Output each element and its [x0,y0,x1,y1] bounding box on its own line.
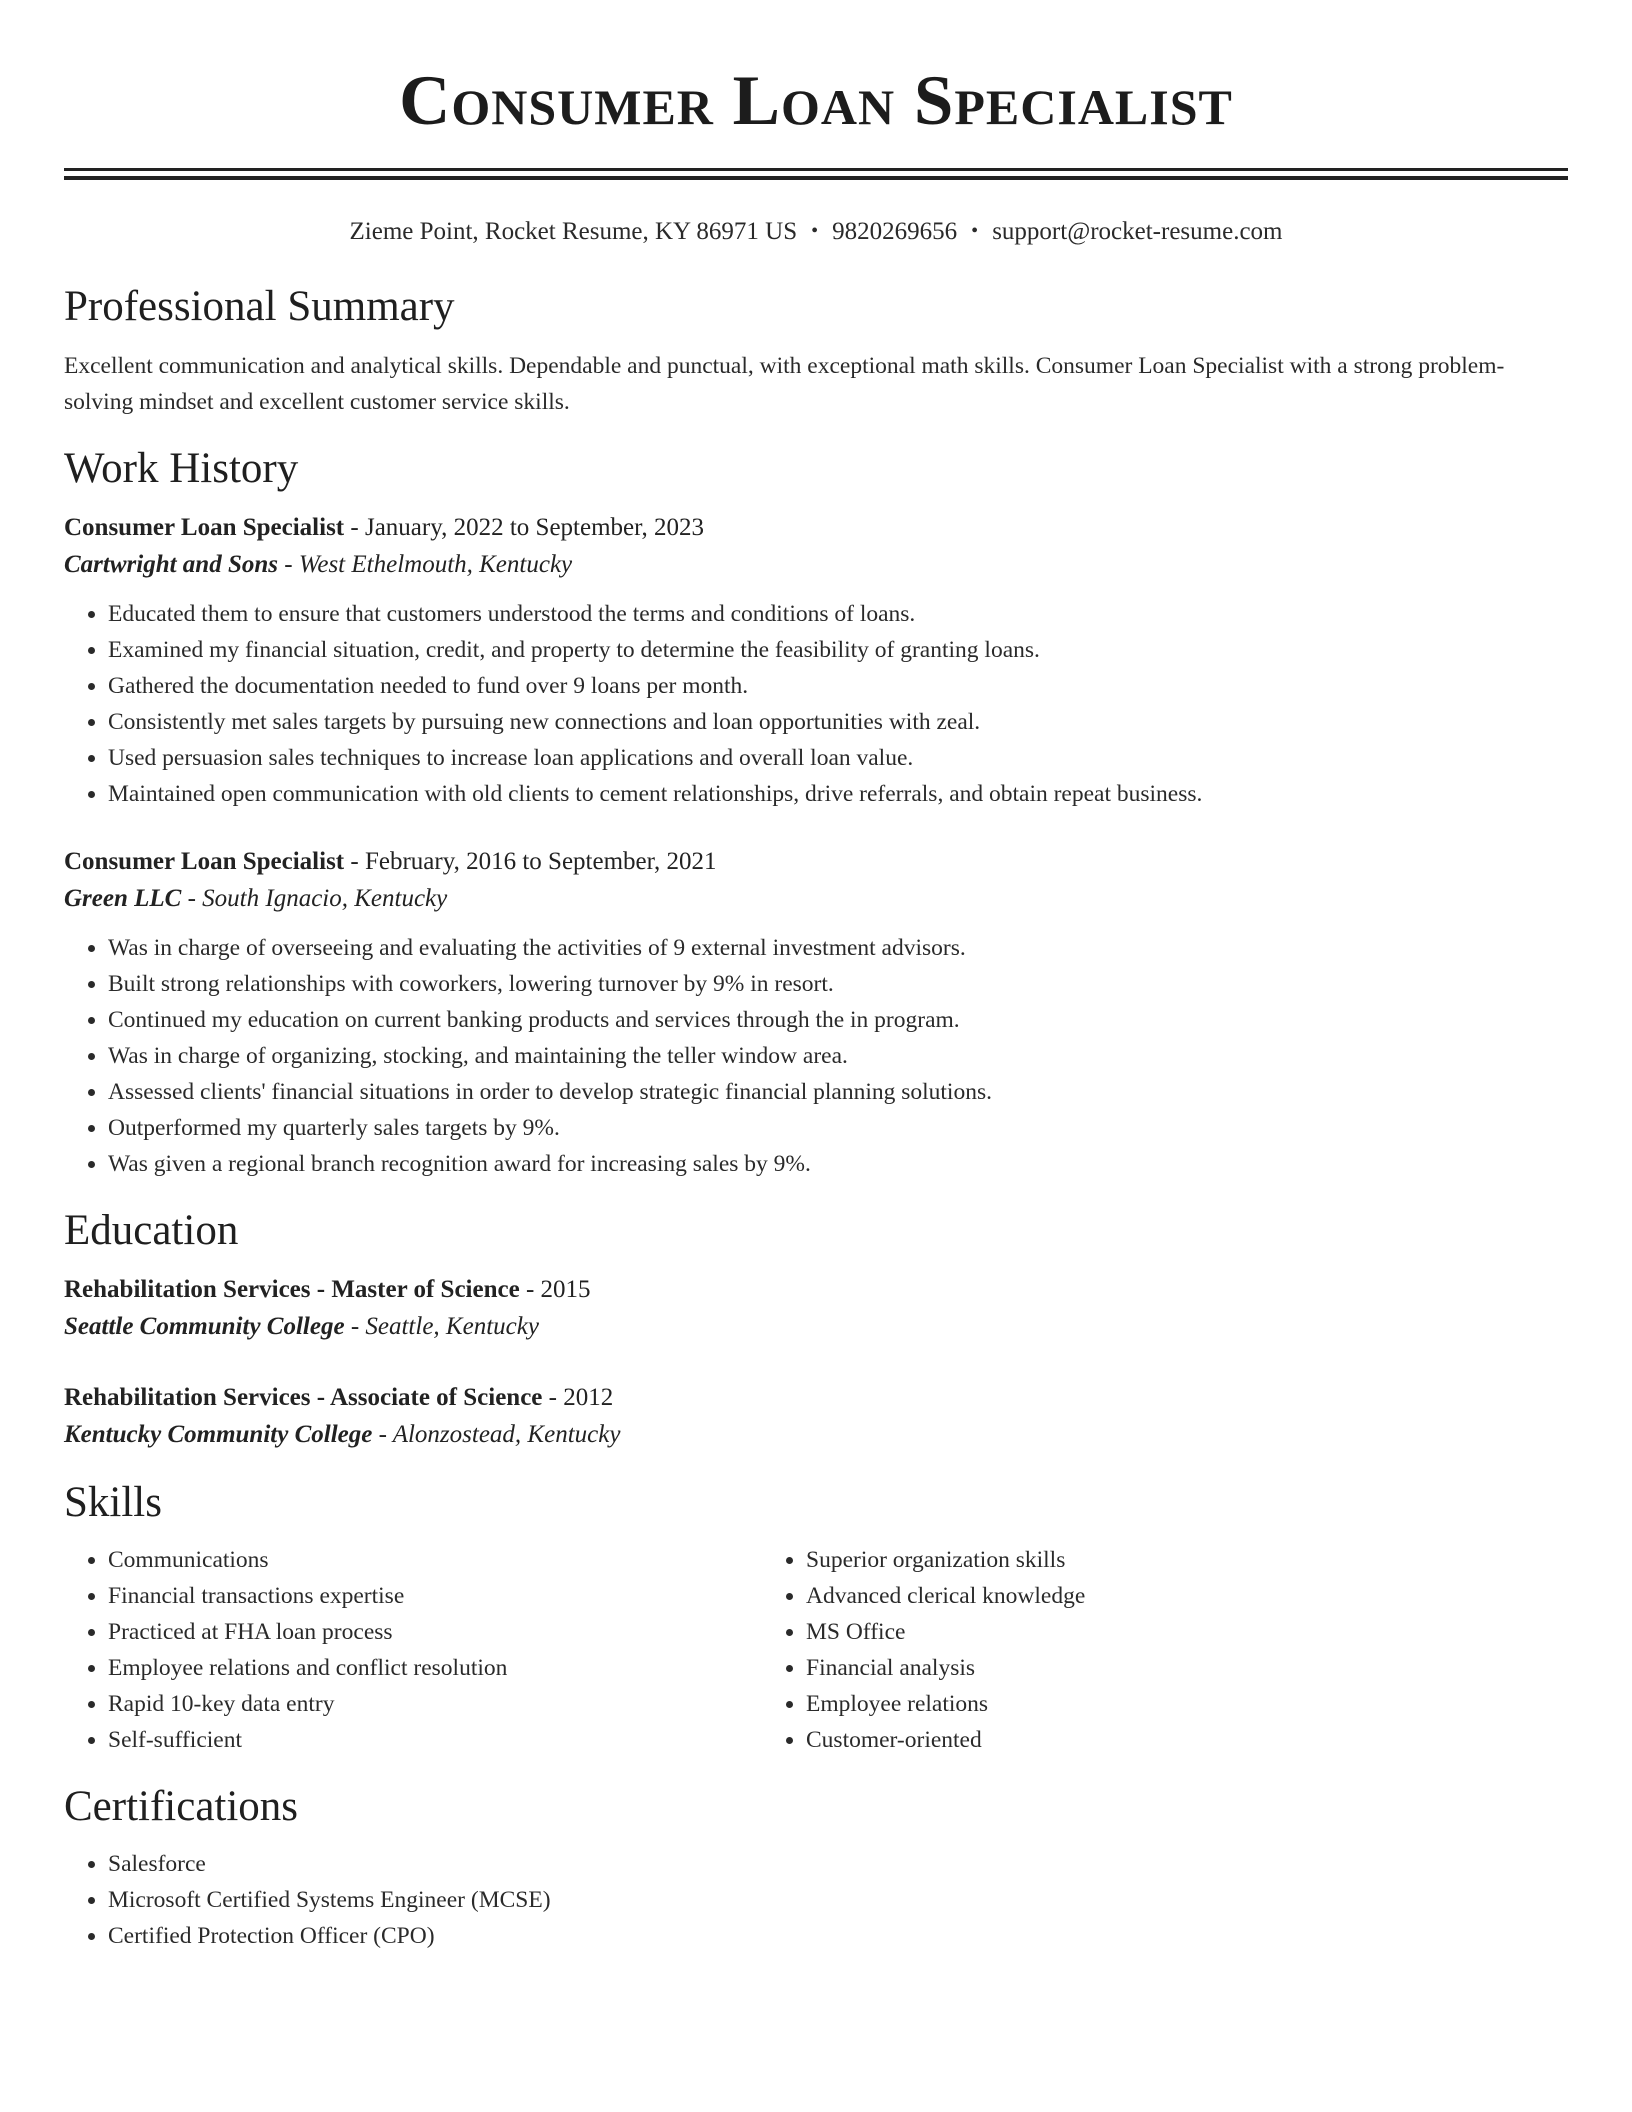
job-dates: - January, 2022 to September, 2023 [344,514,704,541]
list-item: • Certified Protection Officer (CPO) [108,1918,1568,1954]
title-double-rule [64,168,1568,180]
list-item: • Was in charge of organizing, stocking, and maintaining the teller window area. [108,1038,1568,1074]
list-item: • Financial analysis [806,1650,1085,1686]
list-item: • Employee relations [806,1686,1085,1722]
degree: Rehabilitation Services - Associate of Science [64,1384,543,1411]
summary-heading: Professional Summary [64,283,455,330]
work-history-heading: Work History [64,445,299,492]
job-entry [64,510,1568,812]
list-item: • Rapid 10-key data entry [108,1686,762,1722]
contact-address: Zieme Point, Rocket Resume, KY 86971 US [349,218,798,245]
degree-year: - 2015 [519,1276,591,1303]
school-line [64,1308,1568,1346]
list-item: • Built strong relationships with coworkers, lowering turnover by 9% in resort. [108,966,1568,1002]
list-item: • Outperformed my quarterly sales targets by 9%. [108,1110,1568,1146]
school: Kentucky Community College [64,1421,373,1448]
list-item: • Maintained open communication with old clients to cement relationships, drive referrals, and obtain repeat business. [108,776,1568,812]
list-item: • Superior organization skills [806,1542,1085,1578]
job-bullets [64,930,1568,1182]
education-heading: Education [64,1207,239,1254]
list-item: • Used persuasion sales techniques to increase loan applications and overall loan value. [108,740,1568,776]
certifications-heading: Certifications [64,1783,299,1830]
school-location: - Alonzostead, Kentucky [372,1421,621,1448]
degree-line [64,1272,1568,1308]
degree-line [64,1380,1568,1416]
degree: Rehabilitation Services - Master of Science [64,1276,520,1303]
skills-heading: Skills [64,1479,162,1526]
list-item: • Advanced clerical knowledge [806,1578,1085,1614]
list-item: • Financial transactions expertise [108,1578,762,1614]
job-company-line [64,880,1568,918]
job-company: Green LLC [64,885,182,912]
resume-title: Consumer Loan Specialist [399,62,1233,140]
list-item: • Examined my financial situation, credit, and property to determine the feasibility of granting loans. [108,632,1568,668]
contact-email: support@rocket-resume.com [992,218,1283,245]
list-item: • Assessed clients' financial situations in order to develop strategic financial planning solutions. [108,1074,1568,1110]
job-title-line [64,844,1568,880]
job-location: - South Ignacio, Kentucky [181,885,448,912]
job-location: - West Ethelmouth, Kentucky [278,551,573,578]
school-location: - Seattle, Kentucky [344,1313,539,1340]
contact-line [64,216,1568,247]
list-item: • Consistently met sales targets by pursuing new connections and loan opportunities with zeal. [108,704,1568,740]
education-entry [64,1380,1568,1454]
list-item: • Educated them to ensure that customers understood the terms and conditions of loans. [108,596,1568,632]
job-entry [64,844,1568,1182]
list-item: • Self-sufficient [108,1722,762,1758]
skills-list-right [762,1542,1085,1758]
contact-phone: 9820269656 [832,218,958,245]
job-title: Consumer Loan Specialist [64,848,345,875]
list-item: • Was given a regional branch recognition award for increasing sales by 9%. [108,1146,1568,1182]
skills-list-left [64,1542,762,1758]
summary-text: Excellent communication and analytical skills. Dependable and punctual, with exceptional math skills. Consumer Loan Specialist with a strong problem-solving mindset and excellent customer service skills. [64,353,1505,415]
job-bullets [64,596,1568,812]
job-title: Consumer Loan Specialist [64,514,345,541]
list-item: • Continued my education on current banking products and services through the in program. [108,1002,1568,1038]
contact-separator: • [971,220,979,242]
list-item: • Microsoft Certified Systems Engineer (MCSE) [108,1882,1568,1918]
school: Seattle Community College [64,1313,345,1340]
list-item: • Was in charge of overseeing and evaluating the activities of 9 external investment advisors. [108,930,1568,966]
list-item: • Communications [108,1542,762,1578]
education-entry [64,1272,1568,1346]
list-item: • MS Office [806,1614,1085,1650]
skills-columns [64,1542,1568,1758]
list-item: • Employee relations and conflict resolution [108,1650,762,1686]
job-company-line [64,546,1568,584]
list-item: • Salesforce [108,1846,1568,1882]
job-company: Cartwright and Sons [64,551,278,578]
list-item: • Customer-oriented [806,1722,1085,1758]
list-item: • Practiced at FHA loan process [108,1614,762,1650]
list-item: • Gathered the documentation needed to fund over 9 loans per month. [108,668,1568,704]
degree-year: - 2012 [542,1384,614,1411]
school-line [64,1416,1568,1454]
job-title-line [64,510,1568,546]
certifications-list [64,1846,1568,1954]
contact-separator: • [811,220,819,242]
job-dates: - February, 2016 to September, 2021 [344,848,717,875]
